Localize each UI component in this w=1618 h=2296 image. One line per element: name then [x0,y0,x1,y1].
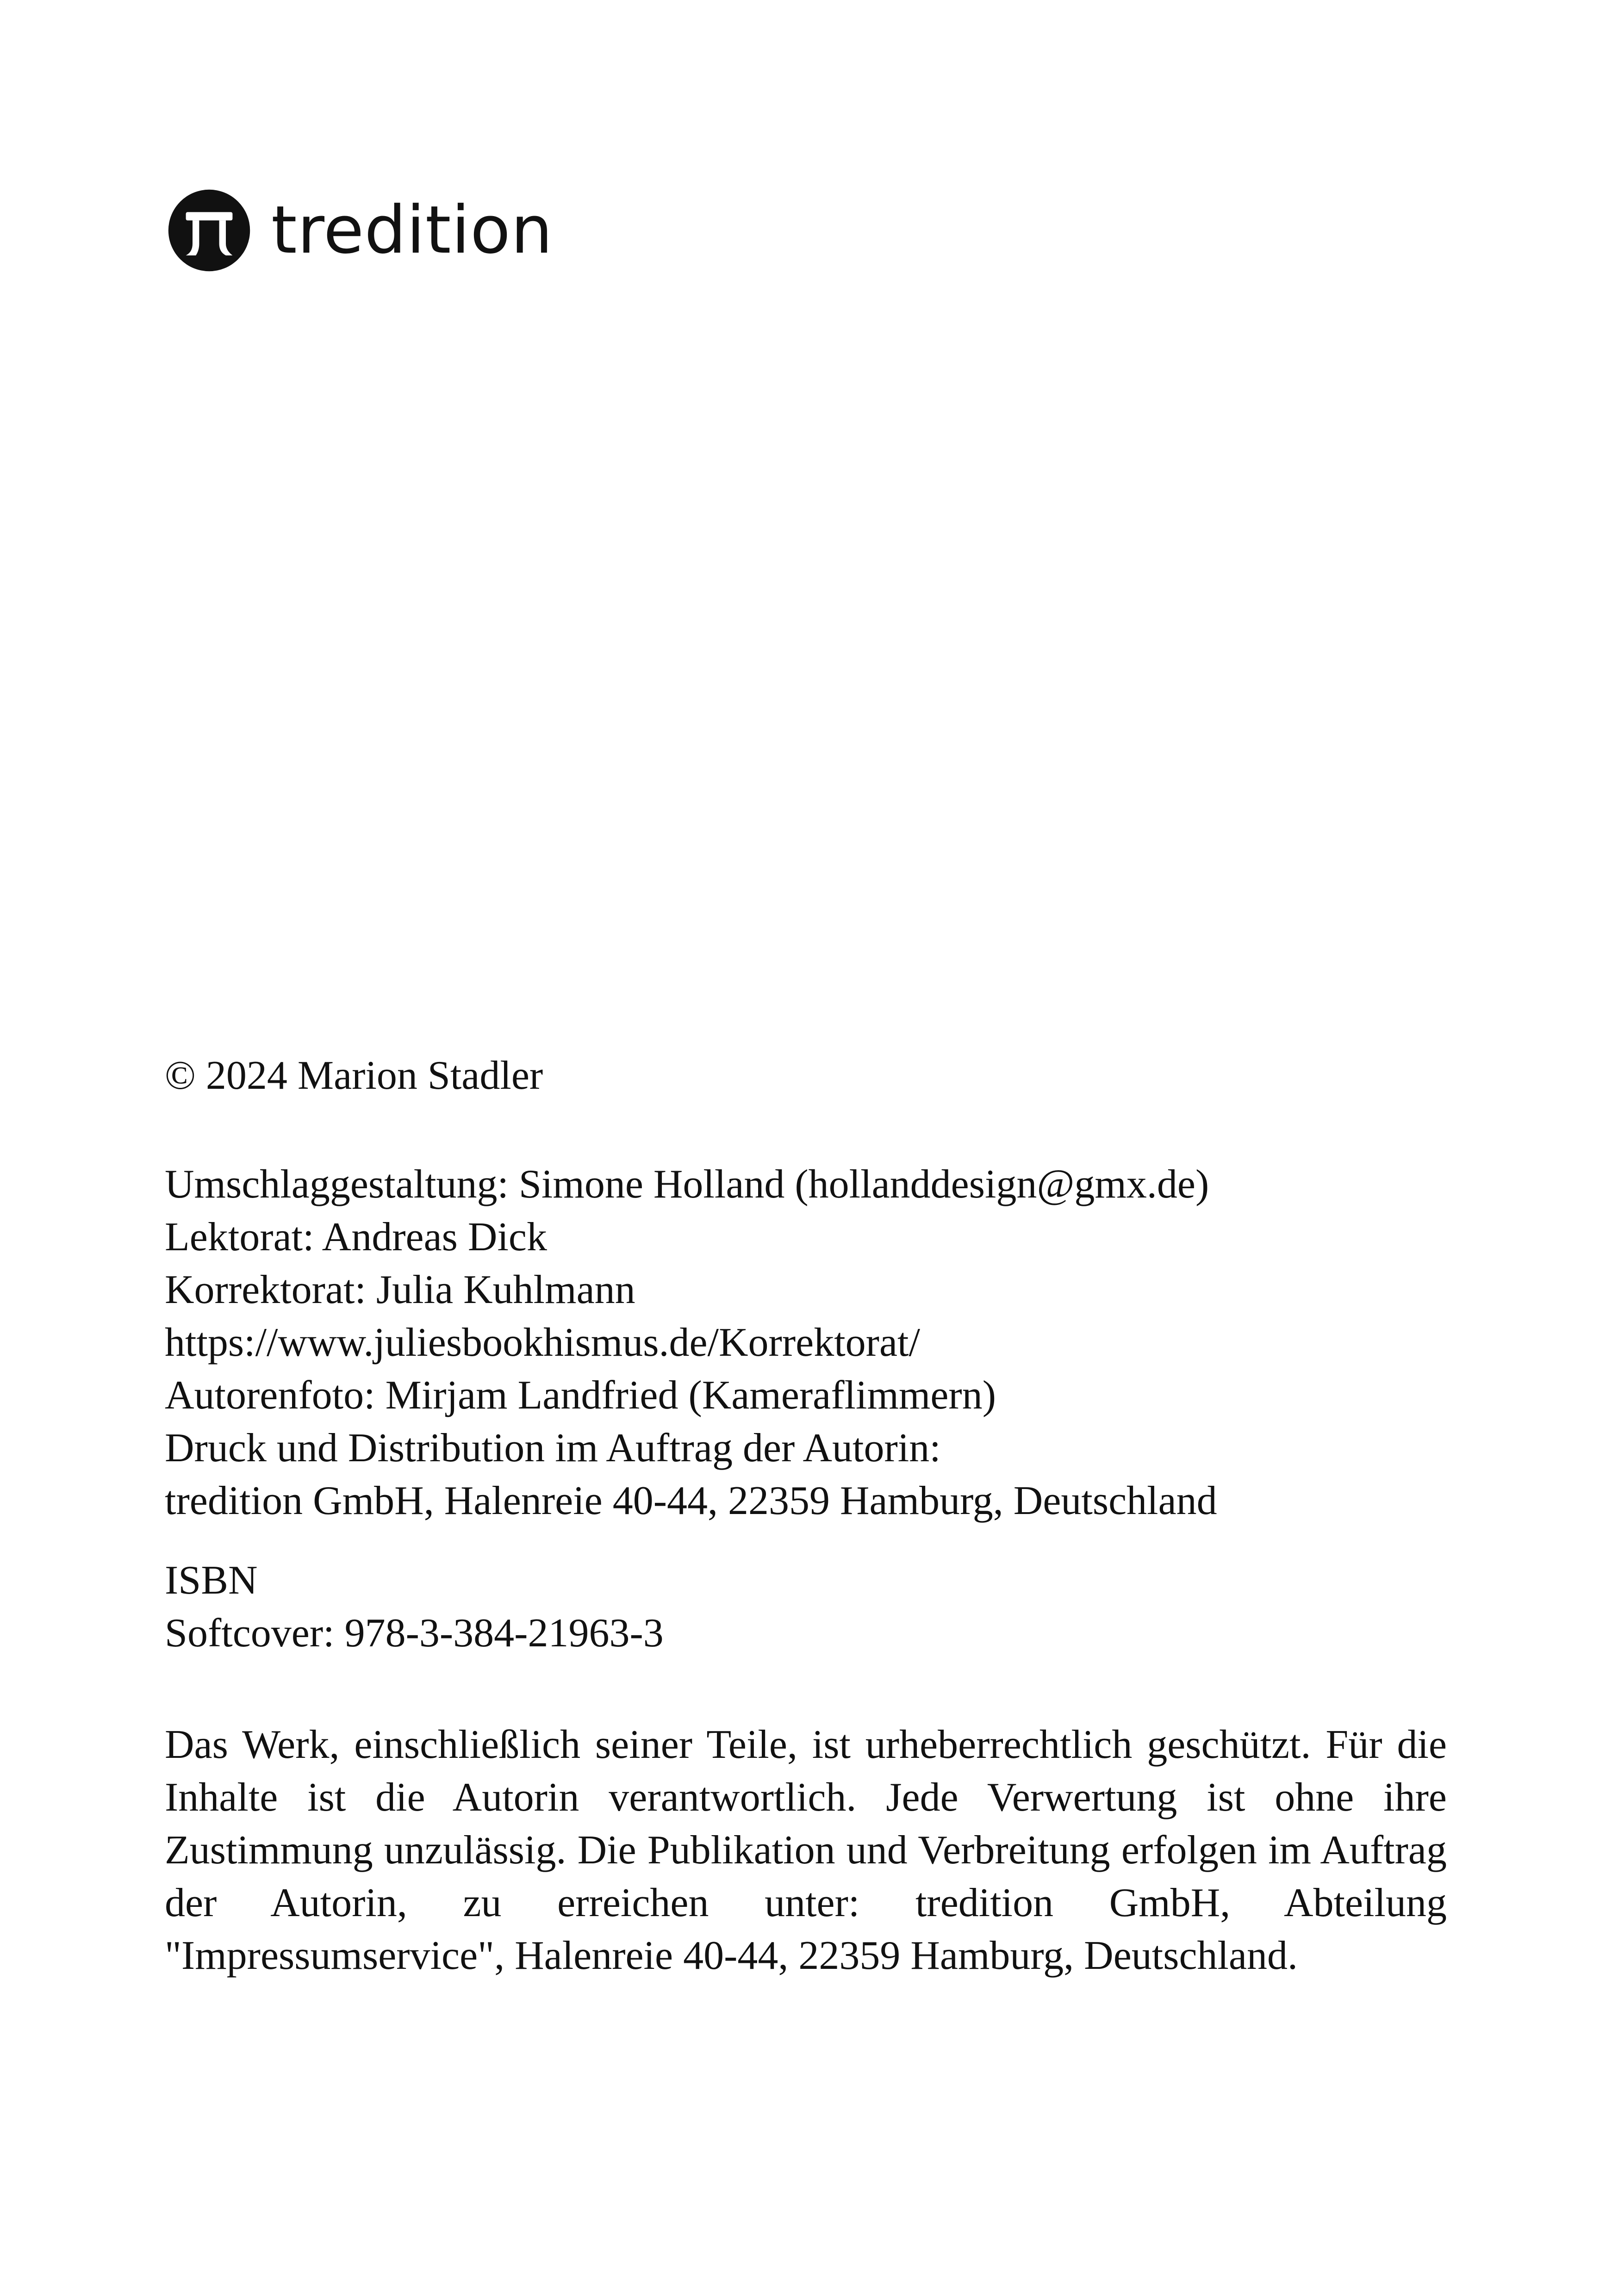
credit-publisher-address: tredition GmbH, Halenreie 40-44, 22359 Hamburg, Deutschland [165,1478,1217,1523]
isbn-label: ISBN [165,1558,258,1603]
copyright-notice: Das Werk, einschließlich seiner Teile, ist urheberrechtlich geschützt. Für die Inhalte ist die Autorin verantwortlich. Jede Verwertung ist ohne ihre Zustimmung unzulässig. Die Publikation und Verbreitung erfolgen im Auftrag der Autorin, zu erreichen unter: tredition GmbH, Abteilung "Impressumservice", Halenreie 40-44, 22359 Hamburg, Deutschland. [165,1722,1447,1978]
publisher-logo [168,187,553,273]
copyright-line: © 2024 Marion Stadler [165,1053,543,1098]
tredition-logo-icon [168,189,251,272]
credit-proofreading-url: https://www.juliesbookhismus.de/Korrektorat/ [165,1320,920,1365]
logo-text: tredition [271,192,553,268]
isbn-block [165,1554,664,1660]
credit-proofreading: Korrektorat: Julia Kuhlmann [165,1267,635,1312]
credit-editing: Lektorat: Andreas Dick [165,1215,547,1260]
credit-print-distribution: Druck und Distribution im Auftrag der Autorin: [165,1426,941,1471]
credit-author-photo: Autorenfoto: Mirjam Landfried (Kameraflimmern) [165,1373,996,1418]
credits-block [165,1158,1217,1527]
credit-cover-design: Umschlaggestaltung: Simone Holland (hollanddesign@gmx.de) [165,1162,1209,1207]
isbn-softcover: Softcover: 978-3-384-21963-3 [165,1611,664,1656]
